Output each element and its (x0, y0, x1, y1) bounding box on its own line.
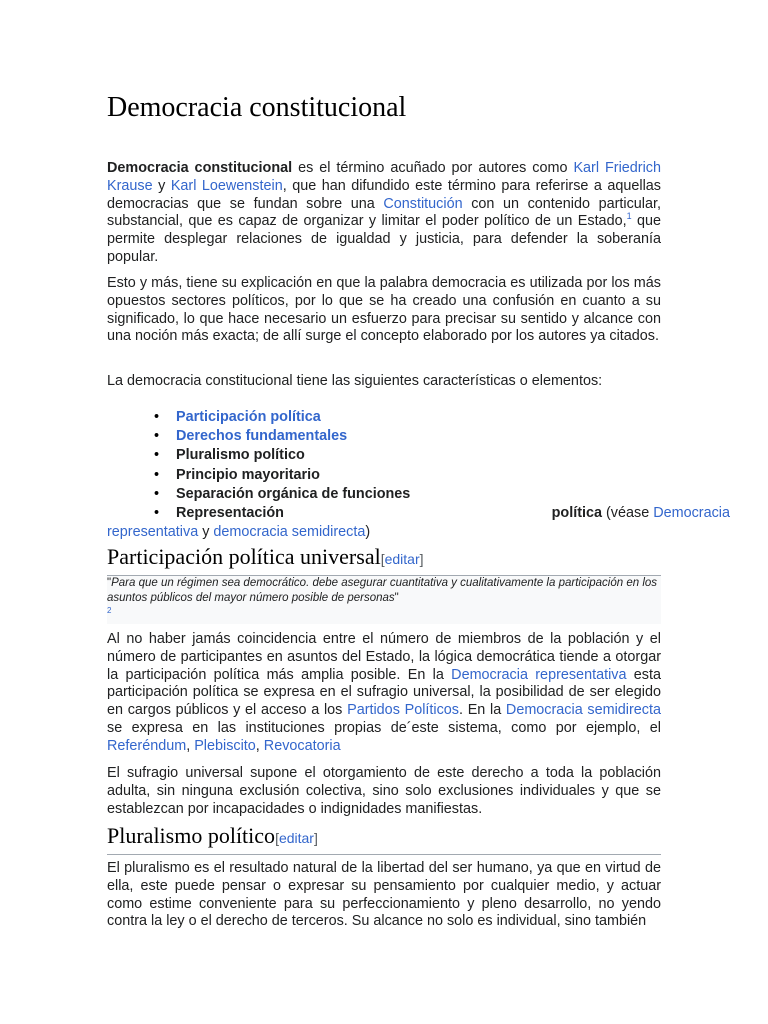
paragraph-3: La democracia constitucional tiene las siguientes características o elementos: (107, 373, 603, 389)
list-item-text: • Representación (176, 505, 284, 522)
intro-paragraph (107, 160, 661, 267)
paragraph-2: Esto y más, tiene su explicación en que la palabra democracia es utilizada por los más opuestos sectores políticos, por lo que se ha creado una confusión en cuanto a su significado, lo que hace necesario un esfuerzo para precisar su sentido y alcance con una noción más exacta; de allí surge el concepto elaborado por los autores ya citados. (107, 275, 661, 345)
footnote-ref-2[interactable]: 2 (107, 606, 112, 615)
intro-text: con un contenido particular, substancial, que es capaz de organizar y limitar el poder político de un Estado, (107, 195, 661, 230)
link-derechos-fundamentales[interactable]: Derechos fundamentales (176, 428, 348, 445)
edit-bracket: [ (380, 551, 385, 567)
edit-section-link[interactable]: editar (384, 551, 420, 567)
edit-section (275, 830, 318, 846)
edit-section-link[interactable]: editar (278, 830, 314, 846)
paragraph-pluralismo-1: El pluralismo es el resultado natural de la libertad del ser humano, ya que en virtud de ella, este puede pensar o expresar su pensamiento por cualquier medio, y actuar como estime conveniente para su perfeccionamiento y pleno desarrollo, no yendo contra la ley o el derecho de terceros. Su alcance no solo es individual, sino también (107, 860, 661, 930)
paragraph-participacion-2: El sufragio universal supone el otorgamiento de este derecho a toda la población adulta, sin ninguna exclusión colectiva, sino solo exclusiones individuales y que se establezcan por incapacidades o indignidades manifiestas. (107, 765, 661, 817)
link-democracia-representativa[interactable]: Democracia representativa (451, 666, 627, 683)
intro-text: , que han difundido este término para referirse a aquellas democracias que se fundan sobre una (107, 177, 661, 212)
section-heading-pluralismo (107, 822, 661, 855)
link-revocatoria[interactable]: Revocatoria (263, 737, 341, 754)
list-item-text: y (198, 524, 214, 541)
list-item (176, 485, 730, 504)
list-item-text: política (551, 505, 603, 522)
para-text: se expresa en las instituciones propias de´este sistema, como por ejemplo, el (107, 719, 661, 736)
list-item-row-end (552, 504, 730, 523)
footnote-ref-1[interactable]: 1 (626, 211, 632, 222)
features-list (107, 408, 730, 542)
list-item (176, 466, 730, 485)
quote-mark: " (394, 592, 399, 604)
link-democracia-semidirecta[interactable]: Democracia semidirecta (505, 702, 661, 719)
list-item (176, 446, 730, 465)
quote-text: Para que un régimen sea democrático. debe asegurar cuantitativa y cualitativamente la participación en los asuntos públicos del mayor número posible de personas (107, 577, 658, 604)
intro-text: es el término acuñado por autores como (292, 160, 574, 176)
edit-bracket: [ (275, 830, 279, 846)
link-partidos-politicos[interactable]: Partidos Políticos (347, 702, 459, 719)
link-referendum[interactable]: Referéndum (107, 737, 187, 754)
link-karl-friedrich-krause[interactable]: Karl Friedrich Krause (107, 160, 661, 194)
para-text: , (186, 737, 195, 754)
page-title: Democracia constitucional (107, 92, 407, 123)
list-item (176, 408, 730, 427)
quote-mark: " (107, 577, 112, 589)
list-item-text: (véase (602, 505, 654, 522)
link-constitucion[interactable]: Constitución (383, 195, 463, 212)
edit-bracket: ] (419, 551, 424, 567)
list-item-text: ) (365, 524, 371, 541)
list-item-text: Pluralismo político (176, 447, 305, 464)
link-plebiscito[interactable]: Plebiscito (194, 737, 256, 754)
para-text: , (255, 737, 264, 754)
intro-bold-term: Democracia constitucional (107, 160, 293, 176)
section-heading-participacion (107, 543, 661, 576)
list-item (107, 504, 730, 542)
link-karl-loewenstein[interactable]: Karl Loewenstein (170, 177, 283, 194)
edit-bracket: ] (313, 830, 318, 846)
section-heading-text: Pluralismo político (107, 823, 276, 848)
list-item (176, 427, 730, 446)
intro-text: y (152, 177, 171, 194)
para-text: esta participación política se expresa en el sufragio universal, la posibilidad de ser elegido en cargos públicos y el acceso a los (107, 666, 661, 719)
list-item-text: Principio mayoritario (176, 466, 320, 483)
quote-block (107, 576, 661, 624)
link-democracia-semidirecta[interactable]: democracia semidirecta (213, 524, 366, 541)
section-heading-text: Participación política universal (107, 544, 381, 569)
intro-text: que permite desplegar relaciones de igualdad y justicia, para defender la soberanía popular. (107, 213, 661, 265)
list-item-text: Separación orgánica de funciones (176, 485, 411, 502)
link-democracia-representativa[interactable]: representativa (107, 524, 199, 541)
list-item-row (176, 504, 730, 523)
para-text: . En la (458, 702, 506, 719)
edit-section (381, 551, 424, 567)
para-text: Al no haber jamás coincidencia entre el número de miembros de la población y el número de participantes en asuntos del Estado, la lógica democrática tiende a otorgar la participación política más amplia posible. En la (107, 631, 661, 683)
paragraph-participacion-1 (107, 631, 661, 756)
link-democracia-representativa[interactable]: Democracia (653, 505, 730, 522)
list-item-continuation (107, 523, 730, 542)
link-participacion-politica[interactable]: Participación política (176, 409, 321, 425)
